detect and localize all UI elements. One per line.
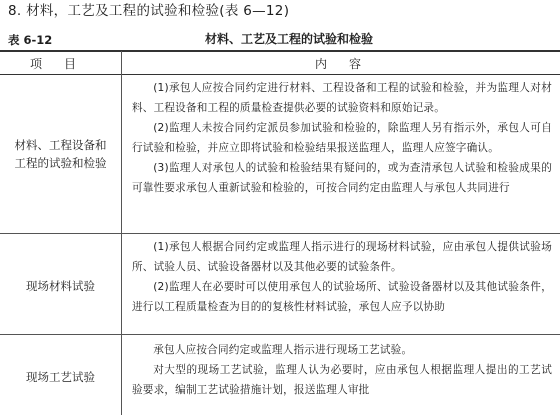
row-label-line: 现场材料试验	[26, 279, 95, 293]
row-label-line: 工程的试验和检验	[14, 156, 107, 170]
content-paragraph: (2)监理人未按合同约定派员参加试验和检验的，除监理人另有指示外，承包人可自行试验和检验，并应立即将试验和检验结果报送监理人，监理人应签字确认。	[132, 122, 552, 154]
row-label-site-material	[0, 277, 121, 295]
content-paragraph: (3)监理人对承包人的试验和检验结果有疑问的，或为查清承包人试验和检验成果的可靠性要求承包人重新试验和检验的，可按合同约定由监理人与承包人共同进行	[132, 162, 552, 194]
row-label-line: 材料、工程设备和	[14, 138, 107, 152]
content-paragraph: (1)承包人应按合同约定进行材料、工程设备和工程的试验和检验，并为监理人对材料、工程设备和工程的质量检查提供必要的试验资料和原始记录。	[132, 82, 552, 114]
row-divider	[0, 334, 560, 335]
row-content-site-material	[132, 237, 552, 317]
column-header-content: 内容	[315, 57, 384, 71]
row-divider	[0, 233, 560, 234]
content-paragraph: 承包人应按合同约定或监理人指示进行现场工艺试验。	[153, 344, 413, 356]
section-heading: 8. 材料，工艺及工程的试验和检验(表 6—12)	[8, 3, 290, 19]
header-rule	[0, 74, 560, 75]
row-label-material-testing	[0, 136, 121, 172]
column-header-item: 项目	[30, 57, 99, 71]
row-content-material-testing	[132, 78, 552, 198]
table-caption: 材料、工艺及工程的试验和检验	[205, 32, 374, 46]
row-content-site-process	[132, 340, 552, 400]
table-top-rule	[0, 50, 560, 52]
table-number: 表 6-12	[8, 33, 53, 47]
row-label-site-process	[0, 368, 121, 386]
content-paragraph: 对大型的现场工艺试验，监理人认为必要时，应由承包人根据监理人提出的工艺试验要求，编制工艺试验措施计划，报送监理人审批	[132, 364, 552, 396]
row-label-line: 现场工艺试验	[26, 370, 95, 384]
content-paragraph: (2)监理人在必要时可以使用承包人的试验场所、试验设备器材以及其他试验条件，进行以工程质量检查为目的的复核性材料试验，承包人应予以协助	[132, 281, 552, 313]
content-paragraph: (1)承包人根据合同约定或监理人指示进行的现场材料试验，应由承包人提供试验场所、试验人员、试验设备器材以及其他必要的试验条件。	[132, 241, 552, 273]
